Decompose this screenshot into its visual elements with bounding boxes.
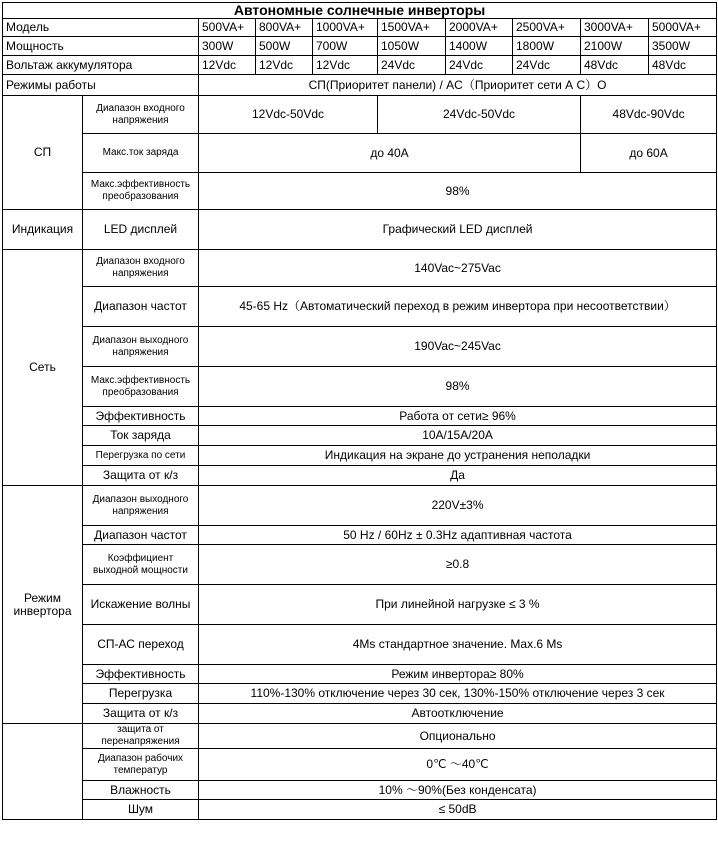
other-row-value: 10% ～90%(Без конденсата): [199, 781, 717, 800]
inverter-row-label: Перегрузка: [83, 684, 199, 704]
other-row-label: Шум: [83, 800, 199, 820]
modes-value: СП(Приоритет панели) / AC（Приоритет сети А С）О: [199, 75, 717, 96]
battery-cell: 24Vdc: [446, 56, 513, 75]
inverter-row-value: 220V±3%: [199, 486, 717, 526]
grid-row-value: 98%: [199, 367, 717, 407]
other-row: [3, 749, 717, 781]
grid-row-value: 45-65 Hz（Автоматический переход в режим инвертора при несоответствии）: [199, 287, 717, 327]
inverter-row-label: Коэффициент выходной мощности: [83, 545, 199, 585]
pv-charge-value: до 60A: [581, 134, 717, 173]
inverter-row: [3, 684, 717, 704]
inverter-row: [3, 486, 717, 526]
model-cell: 500VA+: [199, 19, 256, 37]
battery-cell: 12Vdc: [256, 56, 313, 75]
grid-row-value: 190Vac~245Vac: [199, 327, 717, 367]
inverter-row-value: Режим инвертора≥ 80%: [199, 665, 717, 684]
pv-efficiency-row: [3, 173, 717, 210]
modes-label: Режимы работы: [3, 75, 199, 96]
power-cell: 3500W: [649, 37, 717, 56]
grid-row: [3, 250, 717, 287]
grid-row-label: Макс.эффективность преобразования: [83, 367, 199, 407]
grid-row-label: Эффективность: [83, 407, 199, 426]
inverter-row-value: ≥0.8: [199, 545, 717, 585]
pv-charge-label: Макс.ток заряда: [83, 134, 199, 173]
pv-input-value: 24Vdc-50Vdc: [378, 96, 581, 134]
power-cell: 1400W: [446, 37, 513, 56]
pv-input-label: Диапазон входного напряжения: [83, 96, 199, 134]
modes-row: [3, 75, 717, 96]
inverter-row-label: СП-АС переход: [83, 625, 199, 665]
grid-row: [3, 367, 717, 407]
indication-label: LED дисплей: [83, 210, 199, 250]
pv-charge-row: [3, 134, 717, 173]
grid-group-label: Сеть: [3, 250, 83, 486]
pv-efficiency-label: Макс.эффективность преобразования: [83, 173, 199, 210]
pv-input-value: 12Vdc-50Vdc: [199, 96, 378, 134]
other-row-value: 0℃ ～40℃: [199, 749, 717, 781]
indication-group-label: Индикация: [3, 210, 83, 250]
pv-input-value: 48Vdc-90Vdc: [581, 96, 717, 134]
model-cell: 800VA+: [256, 19, 313, 37]
inverter-row-value: Автоотключение: [199, 704, 717, 724]
grid-row: [3, 446, 717, 466]
pv-efficiency-value: 98%: [199, 173, 717, 210]
grid-row-value: Работа от сети≥ 96%: [199, 407, 717, 426]
other-row-value: ≤ 50dB: [199, 800, 717, 820]
power-cell: 500W: [256, 37, 313, 56]
inverter-row: [3, 585, 717, 625]
power-cell: 1050W: [378, 37, 446, 56]
grid-row-label: Диапазон входного напряжения: [83, 250, 199, 287]
other-row-label: Влажность: [83, 781, 199, 800]
indication-value: Графический LED дисплей: [199, 210, 717, 250]
other-row-label: защита от перенапряжения: [83, 724, 199, 749]
battery-label: Вольтаж аккумулятора: [3, 56, 199, 75]
inverter-row: [3, 665, 717, 684]
battery-row: [3, 56, 717, 75]
model-cell: 1500VA+: [378, 19, 446, 37]
inverter-row: [3, 545, 717, 585]
inverter-row-label: Диапазон частот: [83, 526, 199, 545]
battery-cell: 48Vdc: [649, 56, 717, 75]
title-row: [3, 3, 717, 19]
pv-group-label: СП: [3, 96, 83, 210]
model-row: [3, 19, 717, 37]
inverter-row-label: Диапазон выходного напряжения: [83, 486, 199, 526]
power-label: Мощность: [3, 37, 199, 56]
grid-row-label: Защита от к/з: [83, 466, 199, 486]
other-row: [3, 724, 717, 749]
grid-row: [3, 287, 717, 327]
pv-input-row: [3, 96, 717, 134]
grid-row-label: Диапазон частот: [83, 287, 199, 327]
inverter-row: [3, 704, 717, 724]
inverter-row: [3, 526, 717, 545]
pv-charge-value: до 40A: [199, 134, 581, 173]
inverter-row-value: 4Ms стандартное значение. Max.6 Ms: [199, 625, 717, 665]
grid-row-label: Диапазон выходного напряжения: [83, 327, 199, 367]
spec-table: [2, 2, 717, 820]
grid-row-label: Перегрузка по сети: [83, 446, 199, 466]
battery-cell: 24Vdc: [378, 56, 446, 75]
inverter-row-value: 110%-130% отключение через 30 сек, 130%-150% отключение через 3 сек: [199, 684, 717, 704]
battery-cell: 24Vdc: [513, 56, 581, 75]
other-row-value: Опционально: [199, 724, 717, 749]
grid-row-value: 140Vac~275Vac: [199, 250, 717, 287]
model-cell: 5000VA+: [649, 19, 717, 37]
table-title: Автономные солнечные инверторы: [3, 3, 717, 19]
grid-row: [3, 466, 717, 486]
battery-cell: 12Vdc: [313, 56, 378, 75]
indication-row: [3, 210, 717, 250]
grid-row-value: Индикация на экране до устранения неполадки: [199, 446, 717, 466]
model-label: Модель: [3, 19, 199, 37]
power-cell: 700W: [313, 37, 378, 56]
battery-cell: 48Vdc: [581, 56, 649, 75]
model-cell: 1000VA+: [313, 19, 378, 37]
battery-cell: 12Vdc: [199, 56, 256, 75]
grid-row-value: Да: [199, 466, 717, 486]
inverter-row: [3, 625, 717, 665]
model-cell: 2500VA+: [513, 19, 581, 37]
grid-row-value: 10A/15A/20A: [199, 426, 717, 446]
grid-row: [3, 327, 717, 367]
power-cell: 2100W: [581, 37, 649, 56]
inverter-row-label: Эффективность: [83, 665, 199, 684]
inverter-row-value: При линейной нагрузке ≤ 3 %: [199, 585, 717, 625]
other-row: [3, 781, 717, 800]
inverter-row-label: Искажение волны: [83, 585, 199, 625]
power-cell: 300W: [199, 37, 256, 56]
power-row: [3, 37, 717, 56]
model-cell: 2000VA+: [446, 19, 513, 37]
power-cell: 1800W: [513, 37, 581, 56]
inverter-row-value: 50 Hz / 60Hz ± 0.3Hz адаптивная частота: [199, 526, 717, 545]
other-row-label: Диапазон рабочих температур: [83, 749, 199, 781]
grid-row: [3, 407, 717, 426]
model-cell: 3000VA+: [581, 19, 649, 37]
grid-row-label: Ток заряда: [83, 426, 199, 446]
other-row: [3, 800, 717, 820]
inverter-row-label: Защита от к/з: [83, 704, 199, 724]
other-group-label: [3, 724, 83, 820]
grid-row: [3, 426, 717, 446]
inverter-group-label: Режим инвертора: [3, 486, 83, 724]
